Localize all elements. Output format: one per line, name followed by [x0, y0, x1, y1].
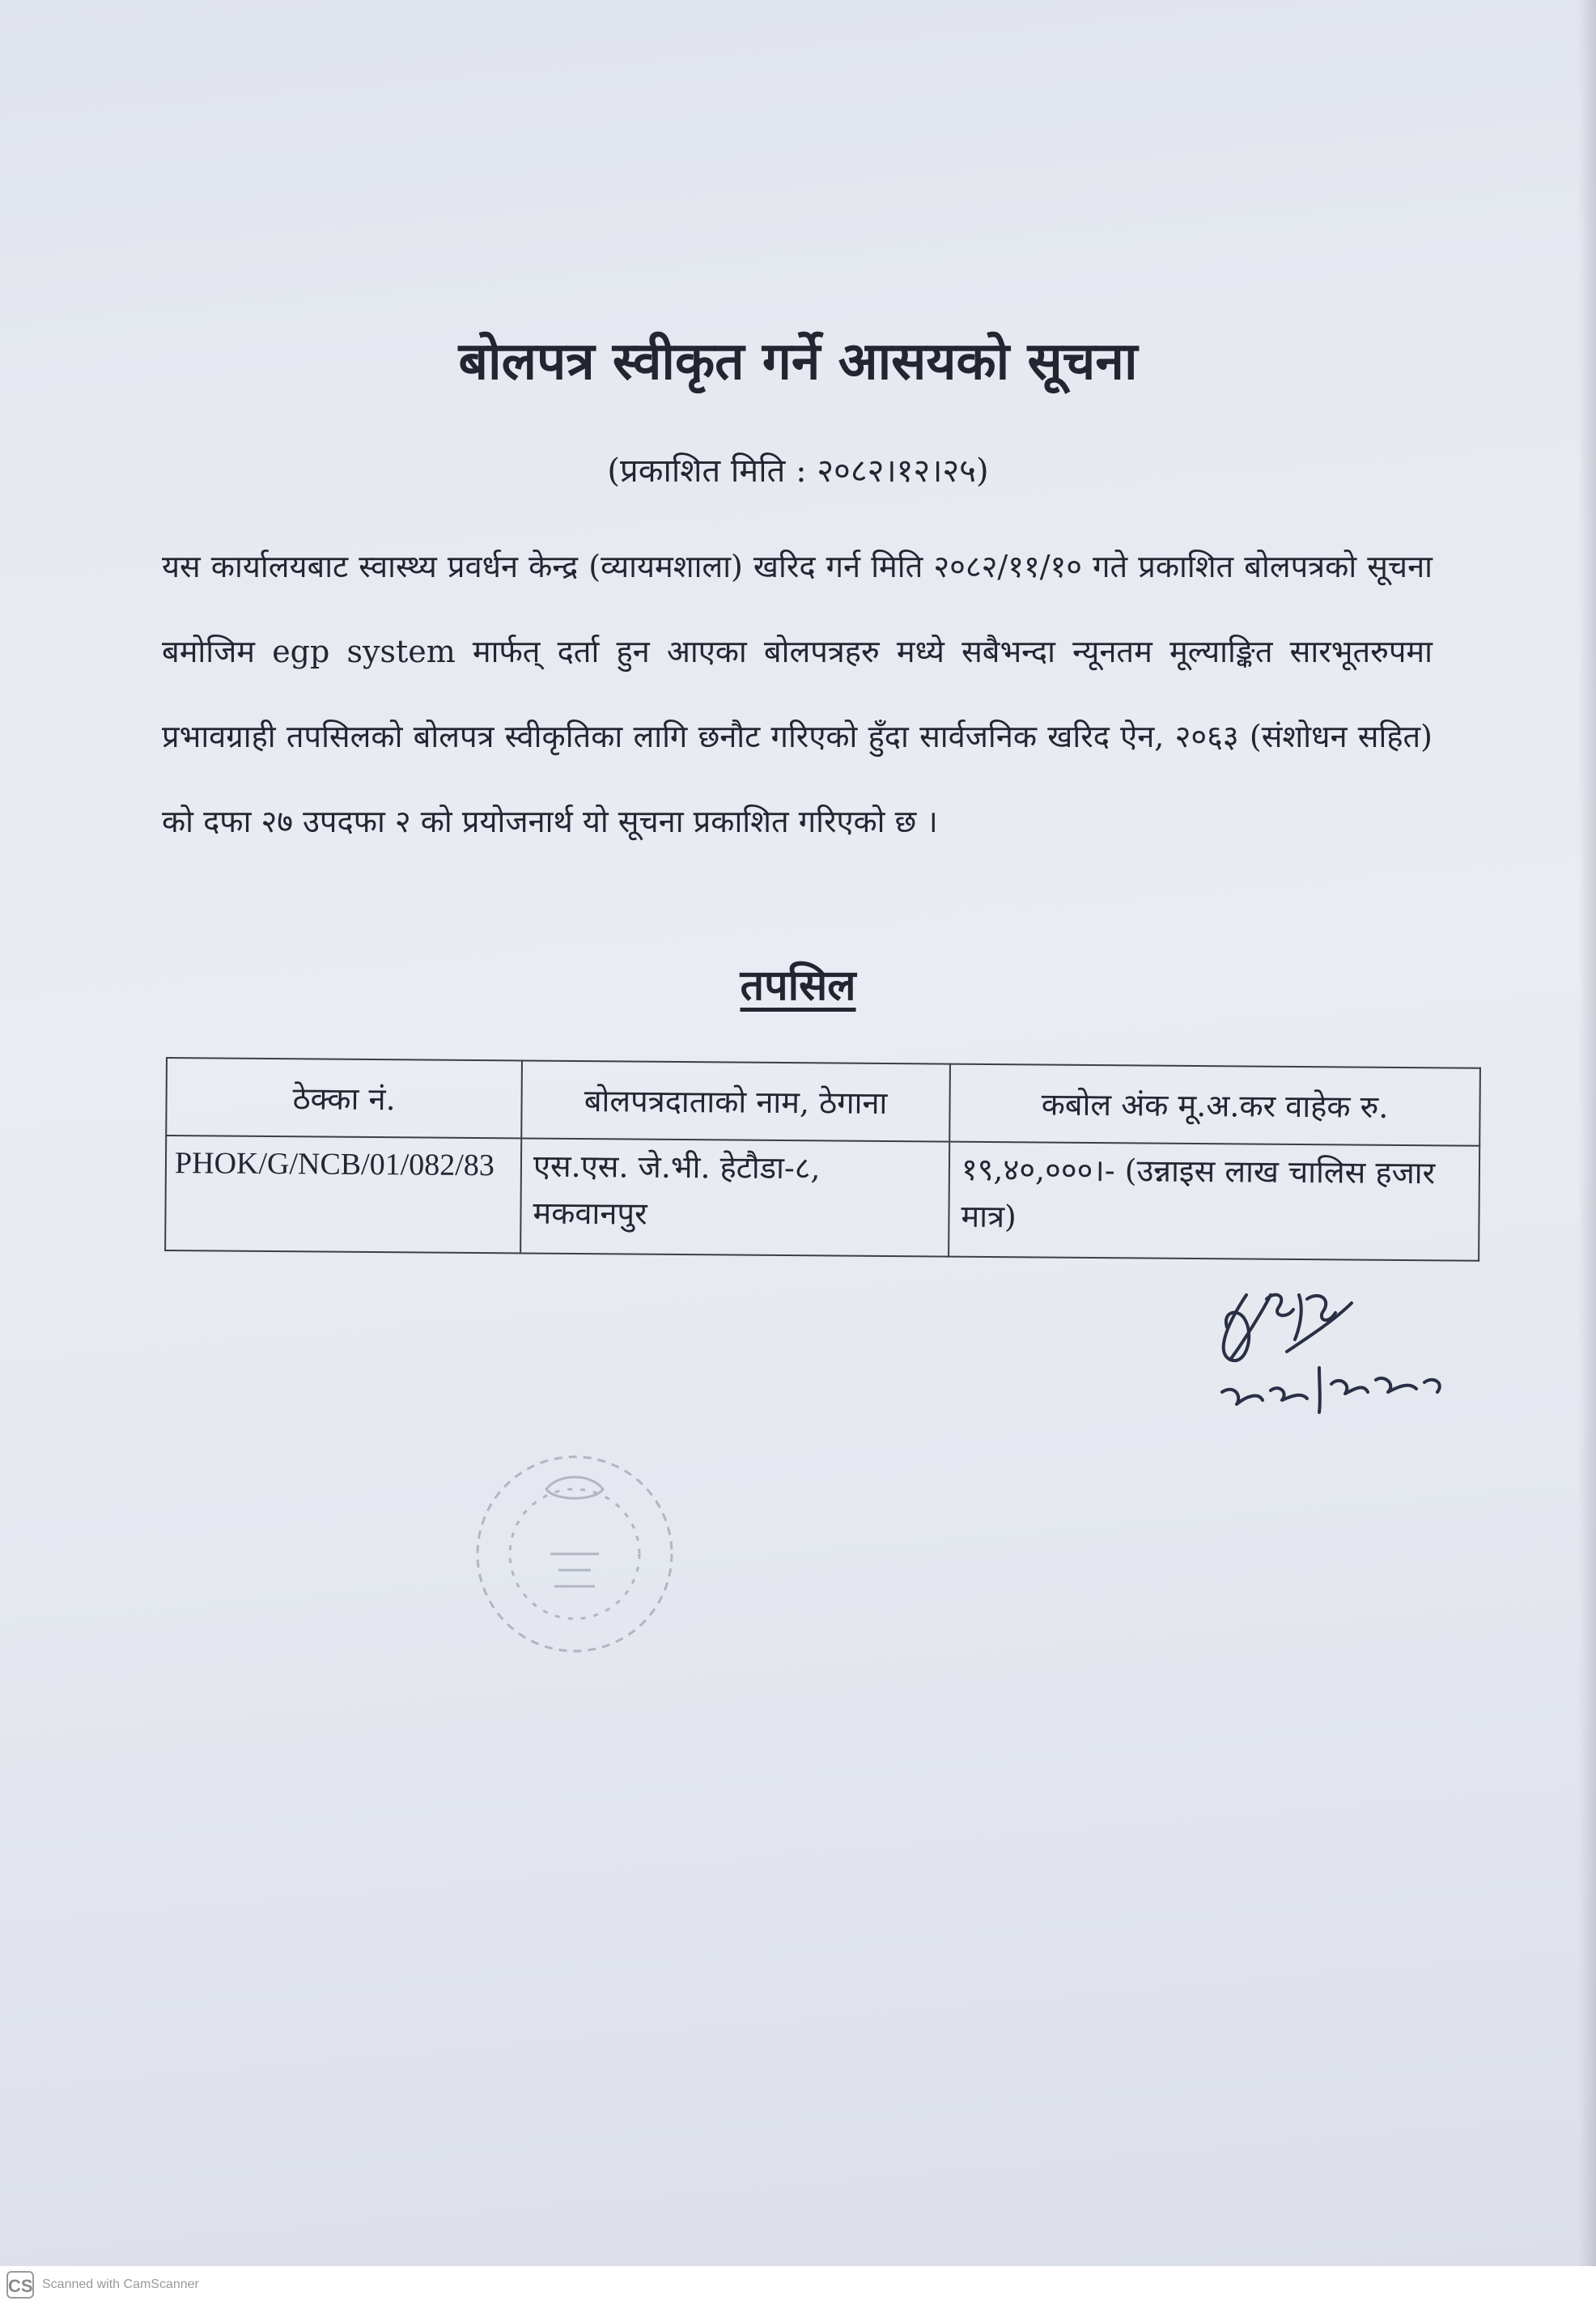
camscanner-logo-icon: CS — [6, 2271, 34, 2299]
amount-cell: १९,४०,०००।- (उन्नाइस लाख चालिस हजार मात्र) — [949, 1142, 1479, 1261]
table-row — [165, 1136, 1479, 1261]
details-table — [164, 1057, 1481, 1262]
notice-body: यस कार्यालयबाट स्वास्थ्य प्रवर्धन केन्द्र (व्यायमशाला) खरिद गर्न मिति २०८२/११/१० गते प्रकाशित बोलपत्रको सूचना बमोजिम egp system मार्फत् दर्ता हुन आएका बोलपत्रहरु मध्ये सबैभन्दा न्यूनतम मूल्याङ्कित सारभूतरुपमा प्रभावग्राही तपसिलको बोलपत्र स्वीकृतिका लागि छनौट गरिएको हुँदा सार्वजनिक खरिद ऐन, २०६३ (संशोधन सहित) को दफा २७ उपदफा २ को प्रयोजनार्थ यो सूचना प्रकाशित गरिएको छ । — [162, 549, 1433, 839]
column-header-amount: कबोल अंक मू.अ.कर वाहेक रु. — [949, 1064, 1480, 1146]
details-heading: तपसिल — [740, 961, 856, 1010]
handwritten-signature — [1198, 1263, 1465, 1441]
bidder-cell: एस.एस. जे.भी. हेटौडा-८, मकवानपुर — [520, 1138, 949, 1256]
table-header-row — [166, 1058, 1480, 1146]
scanner-footer — [0, 2266, 1596, 2305]
column-header-contract-no: ठेक्का नं. — [166, 1058, 522, 1138]
column-header-bidder: बोलपत्रदाताको नाम, ठेगाना — [521, 1060, 950, 1141]
published-date: (प्रकाशित मिति : २०८२।१२।२५) — [607, 452, 989, 490]
office-seal-stamp — [453, 1433, 696, 1675]
contract-number-cell: PHOK/G/NCB/01/082/83 — [165, 1136, 521, 1253]
scanner-watermark-text: Scanned with CamScanner — [42, 2277, 199, 2291]
notice-title: बोलपत्र स्वीकृत गर्ने आसयको सूचना — [458, 331, 1138, 392]
